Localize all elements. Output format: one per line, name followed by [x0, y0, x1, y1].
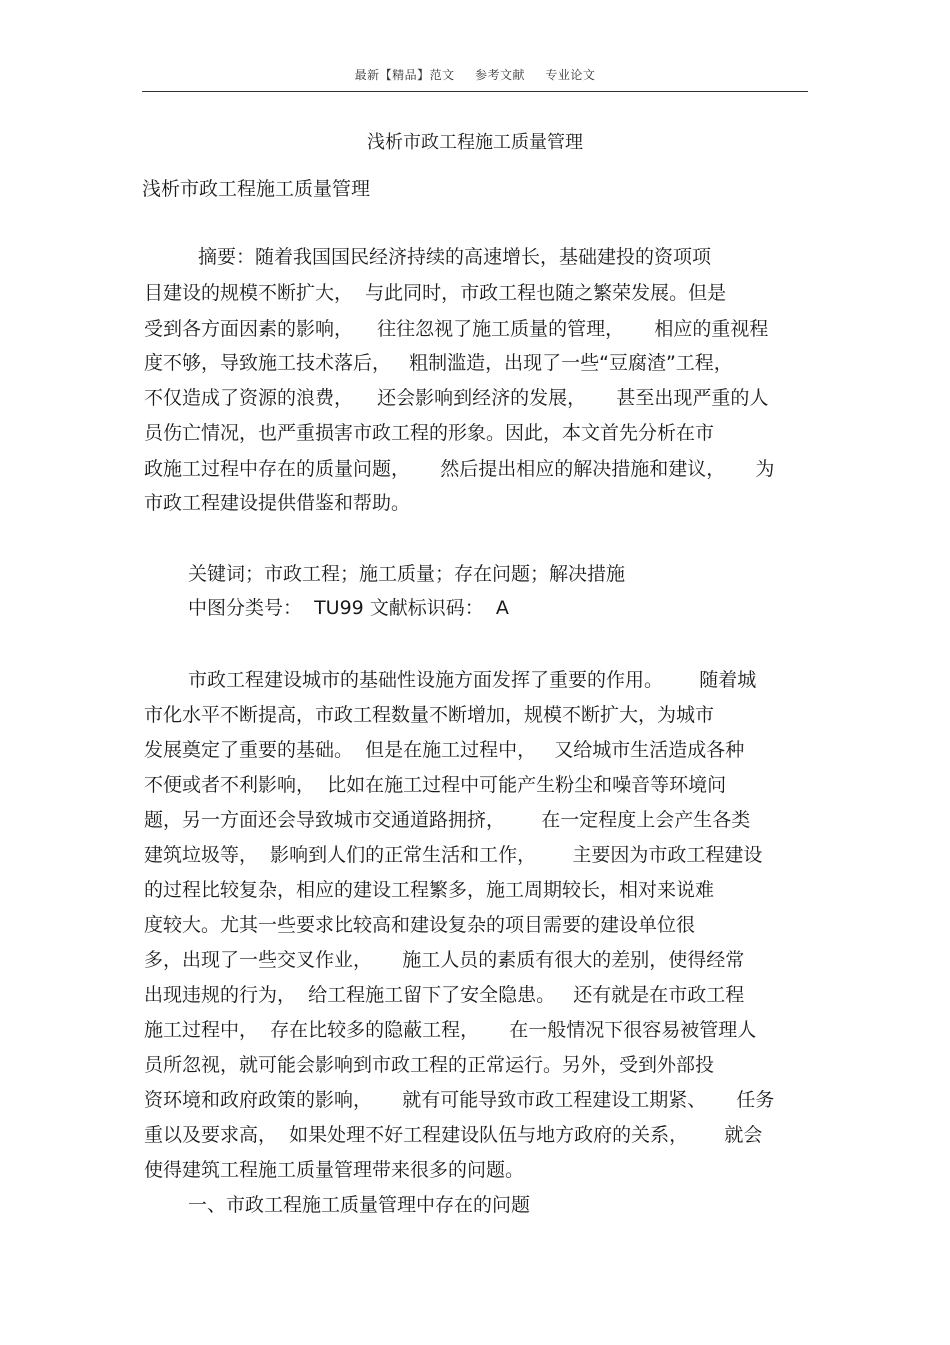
- abstract-line: 员伤亡情况，也严重损害市政工程的形象。因此，本文首先分析在市: [144, 422, 715, 444]
- body-line: 使得建筑工程施工质量管理带来很多的问题。: [144, 1159, 525, 1181]
- body-line: 建筑垃圾等， 影响到人们的正常生活和工作， 主要因为市政工程建设: [144, 844, 763, 866]
- body-line: 员所忽视，就可能会影响到市政工程的正常运行。另外，受到外部投: [144, 1054, 715, 1076]
- body-line: 题，另一方面还会导致城市交通道路拥挤， 在一定程度上会产生各类: [144, 809, 751, 831]
- document-subtitle: 浅析市政工程施工质量管理: [142, 178, 371, 200]
- body-line: 重以及要求高， 如果处理不好工程建设队伍与地方政府的关系， 就会: [144, 1124, 763, 1146]
- section-heading: 一、市政工程施工质量管理中存在的问题: [188, 1194, 531, 1216]
- body-line: 市化水平不断提高，市政工程数量不断增加，规模不断扩大，为城市: [144, 704, 715, 726]
- abstract-line: 不仅造成了资源的浪费， 还会影响到经济的发展， 甚至出现严重的人: [144, 387, 769, 409]
- abstract-line: 摘要：随着我国国民经济持续的高速增长，基础建投的资项项: [198, 246, 712, 268]
- abstract-line: 市政工程建设提供借鉴和帮助。: [144, 492, 411, 514]
- page-header: [142, 66, 808, 83]
- body-line: 不便或者不利影响， 比如在施工过程中可能产生粉尘和噪音等环境问: [144, 774, 727, 796]
- header-divider: [142, 91, 808, 92]
- body-line: 发展奠定了重要的基础。 但是在施工过程中， 又给城市生活造成各种: [144, 739, 745, 761]
- abstract-line: 目建设的规模不断扩大， 与此同时，市政工程也随之繁荣发展。但是: [144, 282, 727, 304]
- header-item-papers: 专业论文: [545, 68, 596, 82]
- body-line: 的过程比较复杂，相应的建设工程繁多，施工周期较长，相对来说难: [144, 879, 715, 901]
- abstract-line: 政施工过程中存在的质量问题， 然后提出相应的解决措施和建议， 为: [144, 458, 775, 480]
- abstract-line: 受到各方面因素的影响， 往往忽视了施工质量的管理， 相应的重视程: [144, 318, 769, 340]
- abstract-line: 度不够，导致施工技术落后， 粗制滥造，出现了一些“豆腐渣”工程，: [144, 352, 733, 374]
- header-item-fanwen: 最新【精品】范文: [354, 68, 455, 82]
- body-line: 多，出现了一些交叉作业， 施工人员的素质有很大的差别，使得经常: [144, 949, 745, 971]
- body-line: 度较大。尤其一些要求比较高和建设复杂的项目需要的建设单位很: [144, 914, 696, 936]
- body-line: 市政工程建设城市的基础性设施方面发挥了重要的作用。 随着城: [188, 669, 757, 691]
- body-line: 施工过程中， 存在比较多的隐蔽工程， 在一般情况下很容易被管理人: [144, 1019, 757, 1041]
- body-line: 资环境和政府政策的影响， 就有可能导致市政工程建设工期紧、 任务: [144, 1089, 775, 1111]
- header-item-references: 参考文献: [474, 68, 525, 82]
- classification-line: 中图分类号： TU99 文献标识码： A: [188, 597, 509, 619]
- document-title: 浅析市政工程施工质量管理: [367, 132, 583, 153]
- keywords-line: 关键词；市政工程；施工质量；存在问题；解决措施: [188, 563, 626, 585]
- body-line: 出现违规的行为， 给工程施工留下了安全隐患。 还有就是在市政工程: [144, 984, 745, 1006]
